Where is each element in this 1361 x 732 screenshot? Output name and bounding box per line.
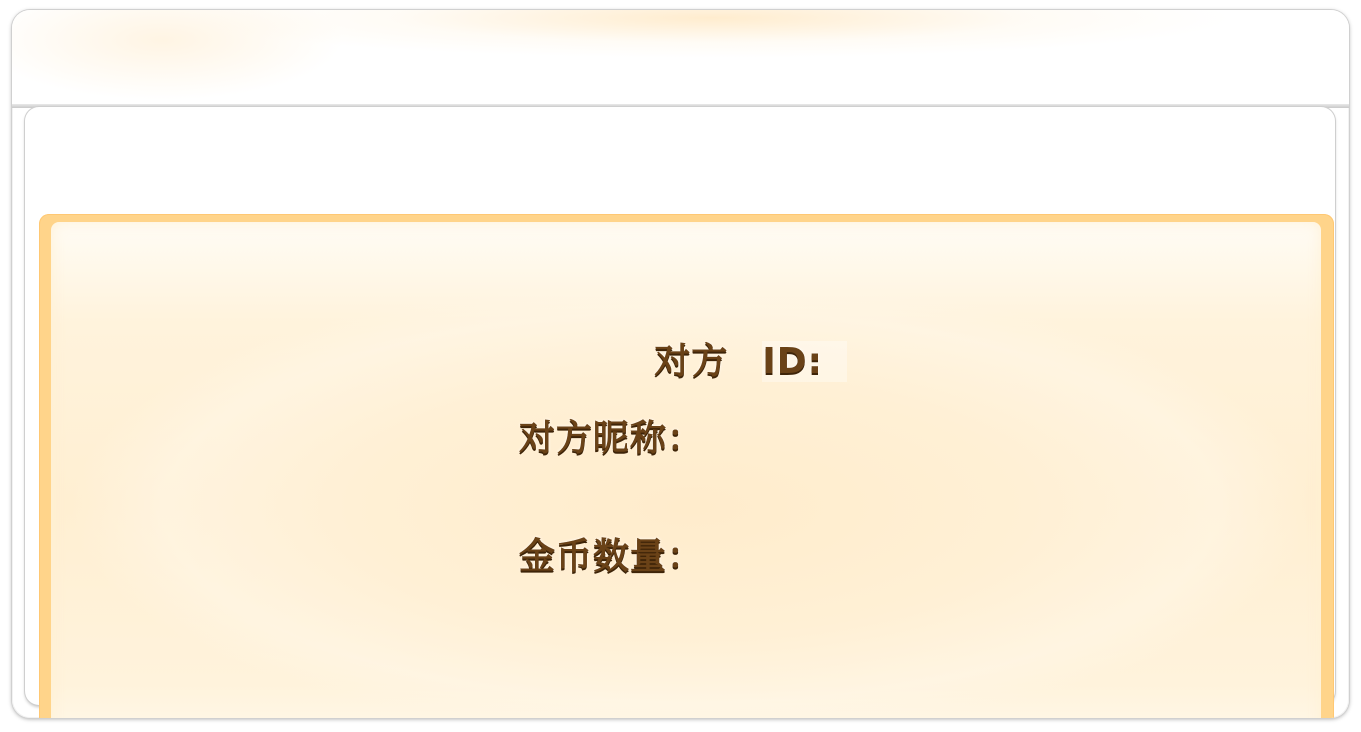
opponent-id-label-id: ID: <box>762 341 847 382</box>
content-shell <box>25 107 1335 705</box>
opponent-id-label <box>519 292 847 425</box>
dialog-window <box>12 10 1349 718</box>
dialog-header <box>12 10 1349 106</box>
info-panel-inner <box>51 222 1321 718</box>
info-panel <box>39 214 1334 718</box>
opponent-nickname-label: 对方昵称： <box>519 410 704 461</box>
coin-amount-label: 金币数量： <box>519 528 704 579</box>
opponent-id-label-cn: 对方 <box>654 341 729 382</box>
